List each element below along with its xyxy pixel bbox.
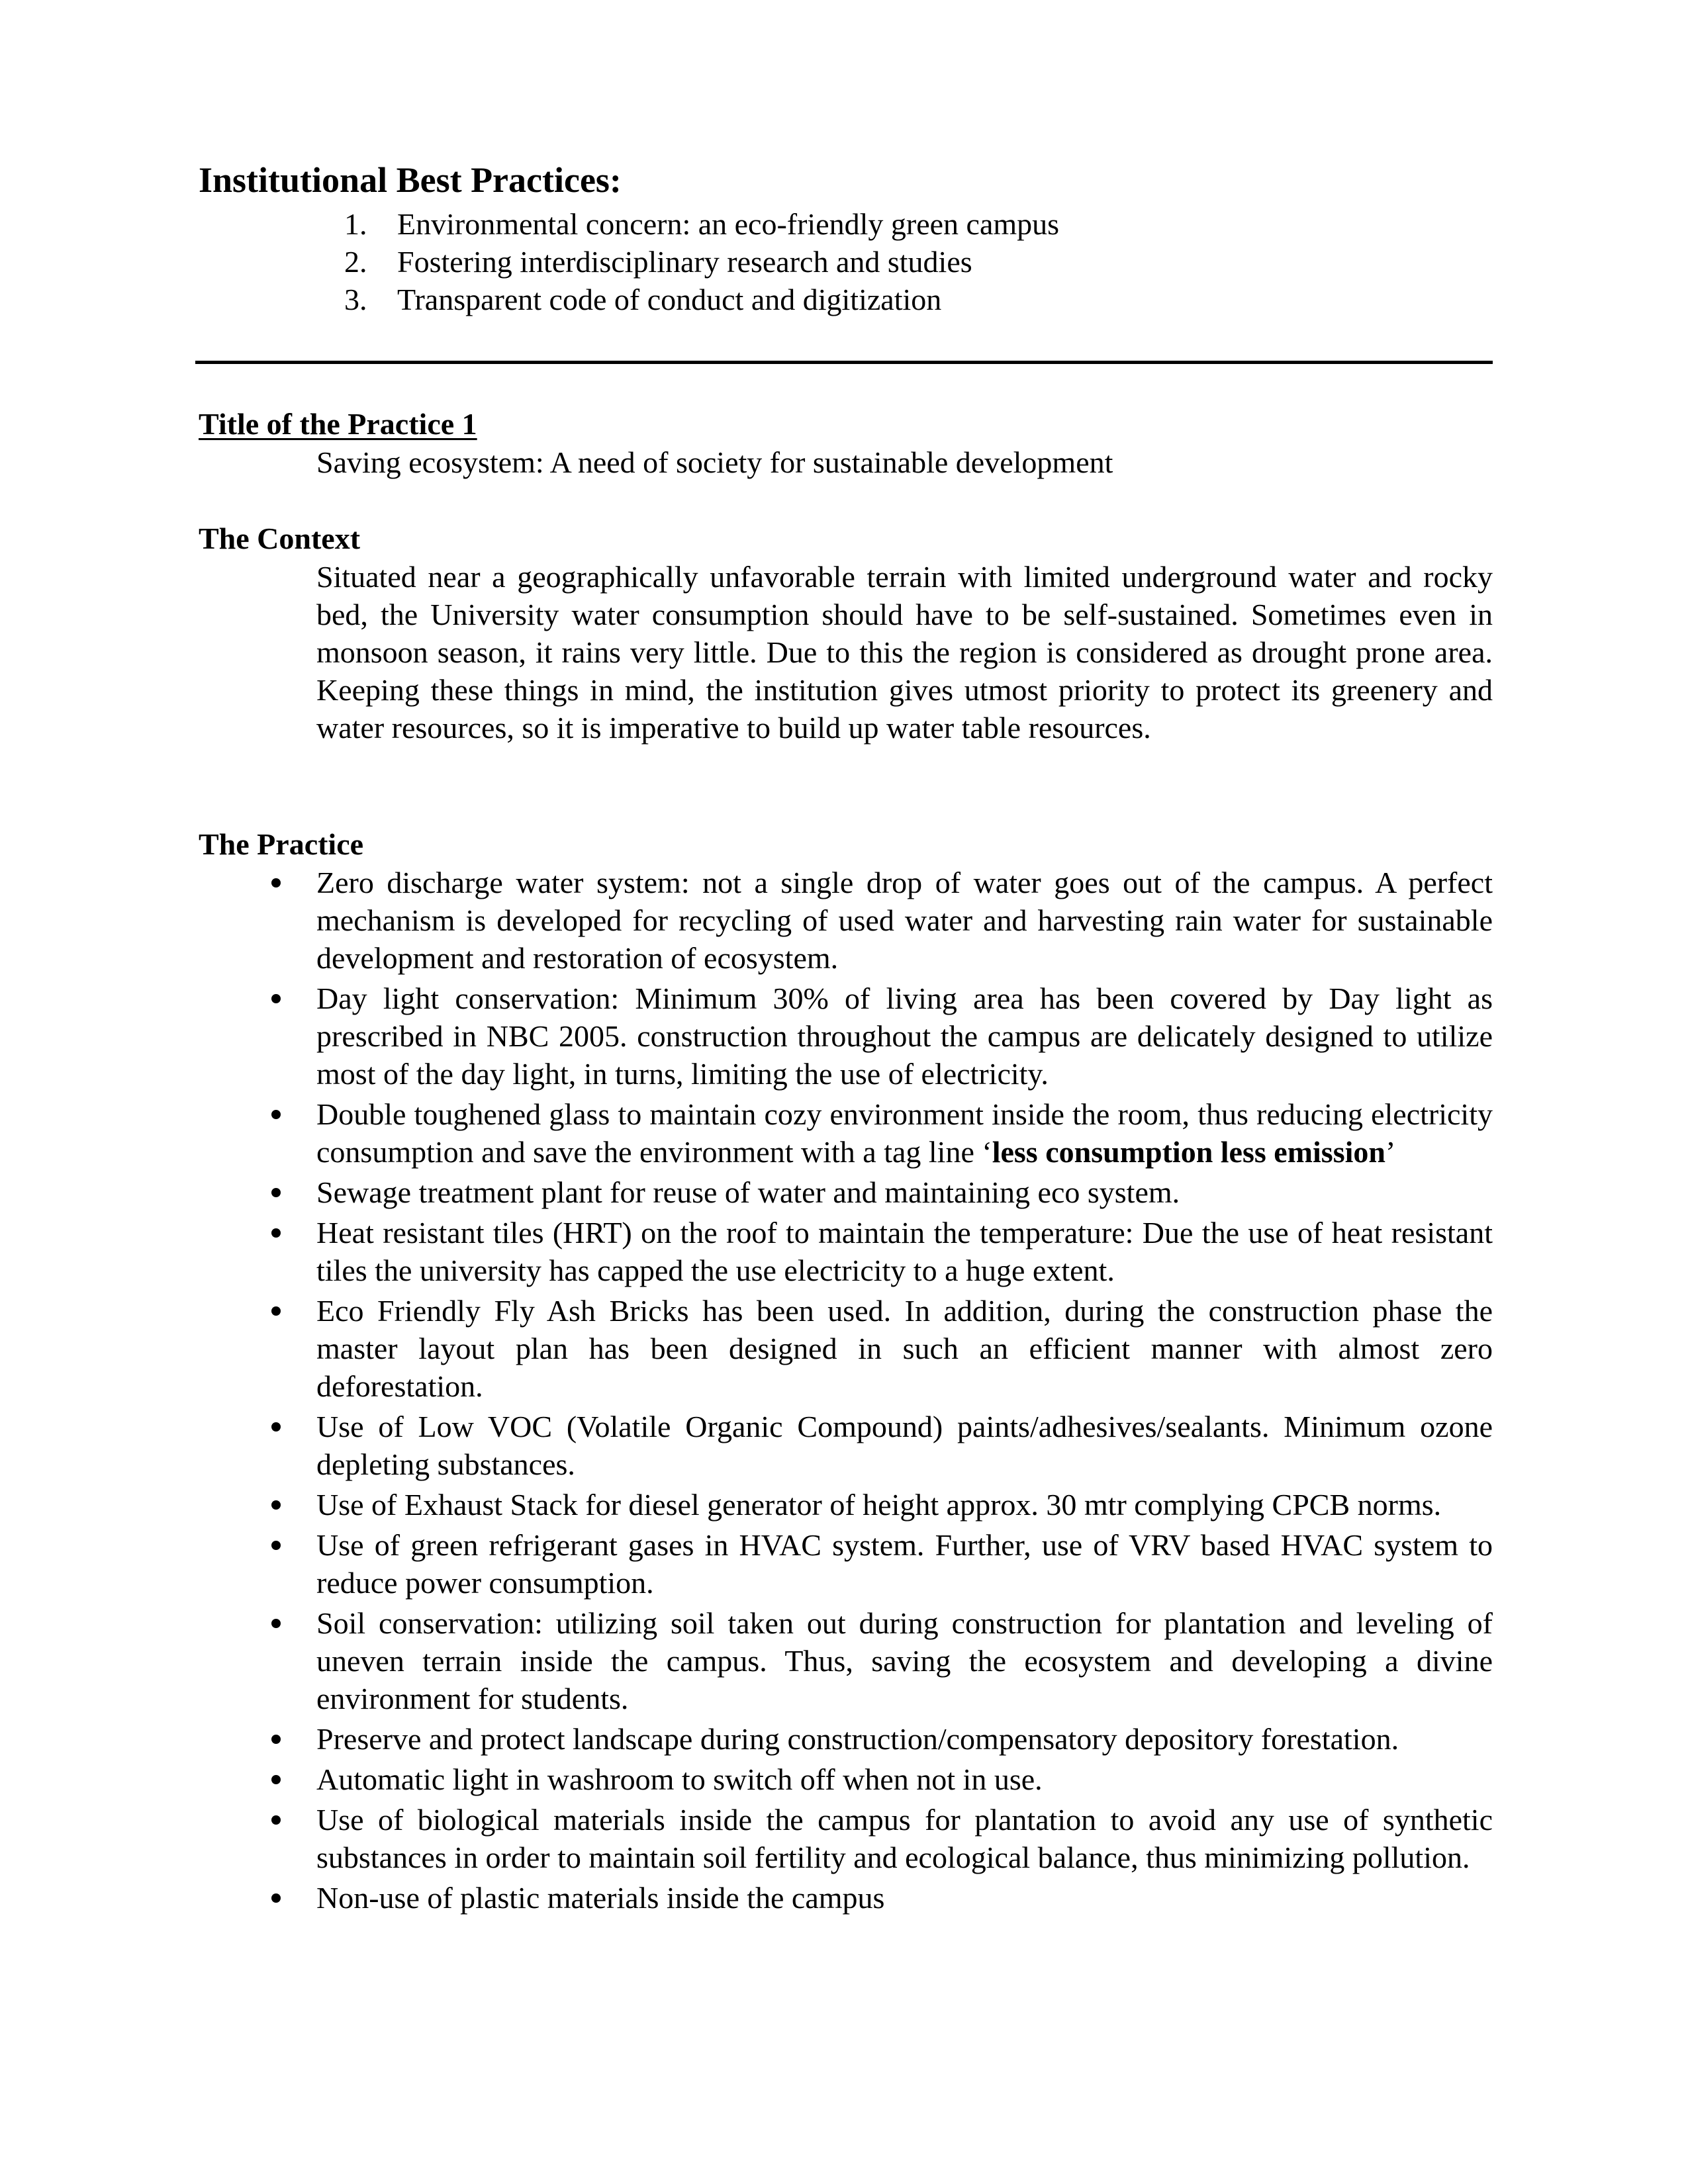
- bullet-icon: [271, 1893, 281, 1903]
- list-item: [265, 979, 1493, 1093]
- bullet-icon: [271, 1500, 281, 1510]
- list-item: [344, 281, 1059, 318]
- list-item-text: Use of green refrigerant gases in HVAC system. Further, use of VRV based HVAC system to reduce power consumption.: [316, 1528, 1493, 1600]
- bullet-icon: [271, 1306, 281, 1316]
- tagline-bold-text: less consumption less emission: [992, 1135, 1385, 1169]
- list-item-text: Double toughened glass to maintain cozy environment inside the room, thus reducing electricity consumption and save the environment with a tag line ‘: [316, 1097, 1493, 1169]
- list-item-text: Automatic light in washroom to switch off when not in use.: [316, 1762, 1043, 1796]
- list-item-text: Soil conservation: utilizing soil taken out during construction for plantation and leveling of uneven terrain inside the campus. Thus, saving the ecosystem and developing a divine environment for students.: [316, 1606, 1493, 1715]
- bullet-icon: [271, 1188, 281, 1197]
- list-item-text: Use of Exhaust Stack for diesel generator of height approx. 30 mtr complying CPCB norms.: [316, 1488, 1442, 1522]
- list-number: 3.: [344, 283, 367, 316]
- main-title: Institutional Best Practices:: [199, 160, 622, 200]
- list-item-text: Eco Friendly Fly Ash Bricks has been used. In addition, during the construction phase the master layout plan has been designed in such an efficient manner with almost zero deforestation.: [316, 1294, 1493, 1403]
- list-item-text: Preserve and protect landscape during construction/compensatory depository forestation.: [316, 1722, 1399, 1756]
- bullet-icon: [271, 1110, 281, 1119]
- bullet-icon: [271, 878, 281, 887]
- list-item-text: Sewage treatment plant for reuse of water and maintaining eco system.: [316, 1175, 1180, 1209]
- list-item: [265, 1408, 1493, 1483]
- list-item: [265, 1801, 1493, 1876]
- list-item-text: Fostering interdisciplinary research and studies: [397, 245, 972, 279]
- list-item-text: Non-use of plastic materials inside the campus: [316, 1881, 885, 1915]
- bullet-icon: [271, 1815, 281, 1825]
- practice-heading: The Practice: [199, 827, 364, 861]
- practice-title-heading: [199, 405, 477, 443]
- list-number: 1.: [344, 207, 367, 241]
- list-number: 2.: [344, 245, 367, 279]
- bullet-icon: [271, 1422, 281, 1432]
- list-item-text: Transparent code of conduct and digitization: [397, 283, 942, 316]
- list-item: [265, 1486, 1493, 1524]
- list-item: [265, 864, 1493, 977]
- list-item: [265, 1760, 1493, 1798]
- bullet-icon: [271, 1541, 281, 1550]
- practice-bullet-list: [265, 864, 1493, 1919]
- list-item: [265, 1292, 1493, 1405]
- list-item: [265, 1173, 1493, 1211]
- list-item: [265, 1214, 1493, 1289]
- list-item-text: Day light conservation: Minimum 30% of living area has been covered by Day light as prescribed in NBC 2005. construction throughout the campus are delicately designed to utilize most of the day light, in turns, limiting the use of electricity.: [316, 981, 1493, 1091]
- list-item-text: Zero discharge water system: not a single drop of water goes out of the campus. A perfect mechanism is developed for recycling of used water and harvesting rain water for sustainable development and restoration of ecosystem.: [316, 866, 1493, 975]
- context-paragraph: Situated near a geographically unfavorable terrain with limited underground water and rocky bed, the University water consumption should have to be self-sustained. Sometimes even in monsoon season, it rains very little. Due to this the region is considered as drought prone area. Keeping these things in mind, the institution gives utmost priority to protect its greenery and water resources, so it is imperative to build up water table resources.: [316, 560, 1493, 745]
- list-item-text: Use of biological materials inside the campus for plantation to avoid any use of synthetic substances in order to maintain soil fertility and ecological balance, thus minimizing pollution.: [316, 1803, 1493, 1874]
- horizontal-divider: [195, 361, 1493, 364]
- list-item: [265, 1720, 1493, 1758]
- list-item: [265, 1604, 1493, 1717]
- bullet-icon: [271, 1735, 281, 1744]
- context-heading: The Context: [199, 522, 361, 555]
- practice-title-heading-text: Title of the Practice 1: [199, 407, 477, 441]
- list-item: [265, 1526, 1493, 1602]
- list-item: [344, 205, 1059, 243]
- list-item: [265, 1879, 1493, 1917]
- bullet-icon: [271, 994, 281, 1003]
- best-practices-list: [344, 205, 1059, 318]
- bullet-icon: [271, 1775, 281, 1784]
- list-item-text: Heat resistant tiles (HRT) on the roof to maintain the temperature: Due the use of heat resistant tiles the university has capped the use electricity to a huge extent.: [316, 1216, 1493, 1287]
- list-item-text: Environmental concern: an eco-friendly green campus: [397, 207, 1060, 241]
- list-item: [344, 243, 1059, 281]
- list-item-text: Use of Low VOC (Volatile Organic Compound) paints/adhesives/sealants. Minimum ozone depleting substances.: [316, 1410, 1493, 1481]
- bullet-icon: [271, 1619, 281, 1628]
- bullet-icon: [271, 1228, 281, 1238]
- tagline-suffix: ’: [1385, 1135, 1396, 1169]
- practice-title-text: Saving ecosystem: A need of society for sustainable development: [316, 445, 1113, 479]
- list-item: [265, 1095, 1493, 1171]
